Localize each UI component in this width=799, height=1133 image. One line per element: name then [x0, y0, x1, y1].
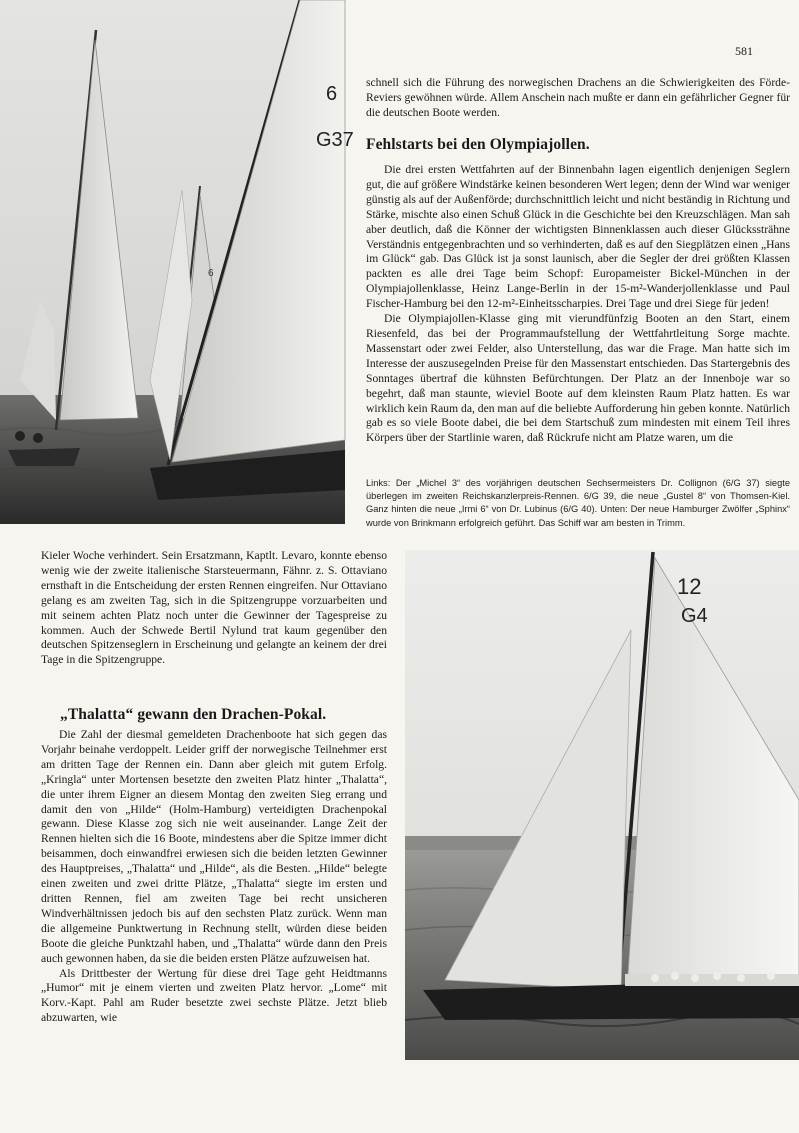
top-sail-code: G37 — [316, 129, 354, 151]
continuation-text: schnell sich die Führung des norwegischen Drachens an die Schwierigkeiten des Förde-Reviers gewöhnen würde. Allem Anschein nach mußte er dann ein gefährlicher Gegner für die deutschen Boote werden. — [366, 76, 790, 119]
photo-twelve-metre-yacht-graphic — [405, 550, 799, 1060]
svg-text:6: 6 — [208, 268, 214, 279]
paragraph: Die drei ersten Wettfahrten auf der Binnenbahn lagen eigentlich denjenigen Seglern gut, die auf größere Windstärke keinen besonderen Wert legen; denn der Wind war weniger günstig als auf der Außenförde; durchschnittlich leicht und nicht beständig in Richtung und Stärke, mischte also einen Schuß Glück in die Geschichte bei den Kreuzschlägen. Man sah aber deutlich, daß die Könner der wichtigsten Binnenklassen auch dieser Glückssträhne Verständnis entgegenbrachten und so verhinderten, daß es auf den Siegplätzen einen „Hans im Glück“ gab. Das Glück ist ja sonst launisch, aber die Segler der drei größten Klassen packten es alle drei Tage beim Schopf: Europameister Bickel-München in der Olympiajollenklasse, Heinz Lange-Berlin in der 15-m²-Wanderjollenklasse und Paul Fischer-Hamburg bei den 12-m²-Einheitsscharpies. Drei Tage und drei Siege für jeden! — [366, 163, 790, 311]
photo-twelve-metre-yacht — [405, 550, 799, 1060]
paragraph: Die Zahl der diesmal gemeldeten Drachenboote hat sich gegen das Vorjahr beinahe verdoppelt. Leider griff der norwegische Teilnehmer erst am dritten Tage der Rennen ein. Dann aber gleich mit gutem Erfolg. „Kringla“ unter Mortensen besetzte den zweiten Platz hinter „Thalatta“, die unter ihrem Eigner an diesem Montag den zweiten Sieg errang und damit den von „Hilde“ (Holm-Hamburg) verteidigten Drachenpokal gewann. Diese Klasse zog sich nie weit auseinander. Lange Zeit der Rennen hielten sich die 16 Boote, mindestens aber die Spitze immer dicht beisammen, doch einwandfrei erwiesen sich die beiden letzten Gewinner des Hauptpreises, „Thalatta“ und „Hilde“, als die Besten. „Hilde“ belegte einen zweiten und zwei dritte Plätze, „Thalatta“ siegte im ersten und dritten Rennen, fiel am zweiten Tage bei recht unsicheren Windverhältnissen jedoch bis auf den sechsten Platz zurück. Wenn man die allgemeine Punktwertung in Rechnung stellt, würden diese beiden Boote die gleiche Punktzahl haben, und „Thalatta“ würde dann den Preis auch gewonnen haben, da sie die beiden ersten Plätze aufzuweisen hat. — [41, 728, 387, 965]
top-right-column — [366, 76, 790, 121]
photo-six-metre-yachts-graphic — [0, 0, 354, 524]
heading-olympiajollen: Fehlstarts bei den Olympiajollen. — [366, 136, 590, 153]
photo-caption: Links: Der „Michel 3“ des vorjährigen deutschen Sechsermeisters Dr. Collignon (6/G 37) siegte überlegen im zweiten Reichskanzlerpreis-Rennen. 6/G 39, die neue „Gustel 8“ von Thomsen-Kiel. Ganz hinten die neue „Irmi 6“ von Dr. Lubinus (6/G 40). Unten: Der neue Hamburger Zwölfer „Sphinx“ wurde von Brinkmann erfolgreich geführt. Das Schiff war am besten in Trimm. — [366, 478, 790, 528]
continuation-text: Kieler Woche verhindert. Sein Ersatzmann, Kaptlt. Levaro, konnte ebenso wenig wie der zweite italienische Starsteuermann, Fähnr. z. S. Ottaviano ernsthaft in die Entscheidung der ersten Rennen eingreifen. Nur Ottaviano gelang es am zweiten Tag, sich in die Spitzengruppe vorzuarbeiten und mit seinem achten Platz noch unter die Gewinner der Tagespreise zu kommen. Auch der Schwede Bertil Nylund trat kaum gegenüber den deutschen Spitzenseglern in Erscheinung und gelangte an keinem der drei Tage in die Spitzengruppe. — [41, 549, 387, 667]
olympiajollen-article — [366, 163, 790, 446]
bottom-sail-number: 12 — [677, 574, 702, 599]
drachen-article — [41, 728, 387, 1026]
paragraph: Als Drittbester der Wertung für diese drei Tage geht Heidtmanns „Humor“ mit je einem vierten und zweiten Platz hervor. „Lome“ mit Korv.-Kapt. Pahl am Ruder besetzte zwei sechste Plätze. Jetzt blieb abzuwarten, wie — [41, 966, 387, 1025]
bottom-left-column — [41, 549, 387, 668]
paragraph: Die Olympiajollen-Klasse ging mit vierundfünfzig Booten an den Start, einem Riesenfeld, das bei der Programmaufstellung der Wettfahrtleitung Sorge machte. Massenstart oder zwei Felder, also Unterstellung, das war die Frage. Man hatte sich im Interesse der auszusegelnden Preise für den Massenstart entschieden. Das Startergebnis des Sonntages übertraf die kühnsten Befürchtungen. Der Platz an der Innenboje war so begehrt, daß man staunte, wieviel Boote auf dem kleinsten Raum Platz hatten. Es war wirklich kein Raum da, den man auf die beliebte Aufforderung hin geben konnte. Natürlich gab es so viele Boote dabei, die bei dem Startschuß zum mindesten mit einem Teil ihres Körpers über der Startlinie waren, daß Rückrufe nicht am Platze waren, um die — [366, 312, 790, 445]
top-sail-number: 6 — [326, 83, 338, 105]
heading-drachen-pokal: „Thalatta“ gewann den Drachen-Pokal. — [60, 706, 327, 723]
bottom-sail-code: G4 — [681, 605, 708, 627]
photo-six-metre-yachts — [0, 0, 354, 524]
page-number: 581 — [735, 44, 753, 58]
